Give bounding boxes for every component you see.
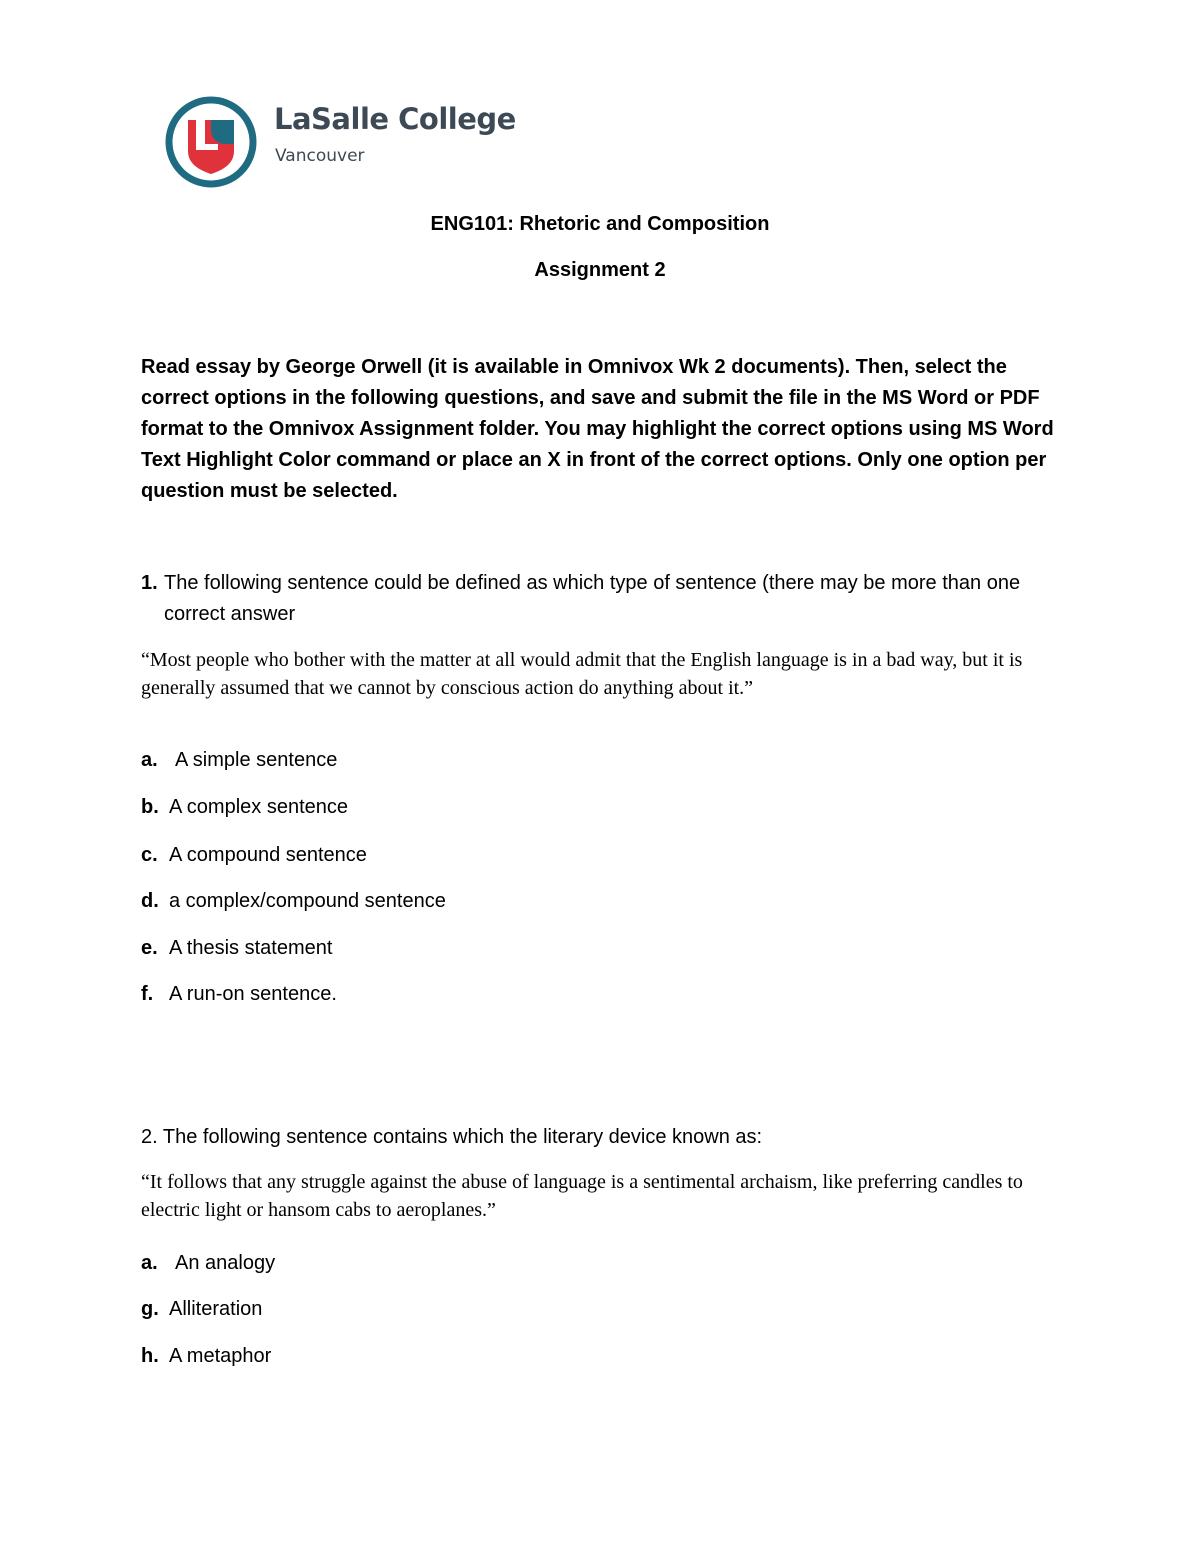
assignment-title: Assignment 2	[534, 259, 666, 281]
option-letter: b.	[141, 796, 159, 818]
option-text: A thesis statement	[169, 937, 333, 959]
college-logo	[163, 94, 516, 190]
option-text: A compound sentence	[169, 844, 367, 866]
question-1-option-d[interactable]	[141, 890, 446, 913]
option-letter: a.	[141, 749, 158, 771]
question-1-option-a[interactable]	[141, 749, 337, 772]
question-1-text: The following sentence could be defined as which type of sentence (there may be more than one correct answer	[164, 572, 1021, 625]
option-letter: d.	[141, 890, 159, 912]
option-text: A simple sentence	[175, 749, 338, 771]
question-1-option-f[interactable]	[141, 983, 337, 1006]
option-text: Alliteration	[169, 1298, 263, 1320]
option-letter: h.	[141, 1345, 159, 1367]
question-2-option-g[interactable]	[141, 1298, 262, 1321]
course-title: ENG101: Rhetoric and Composition	[430, 213, 770, 235]
option-letter: a.	[141, 1252, 158, 1274]
question-2-prompt: 2. The following sentence contains which the literary device known as:	[141, 1126, 763, 1148]
question-1-option-b[interactable]	[141, 796, 348, 819]
question-2-option-a[interactable]	[141, 1252, 275, 1275]
question-2-quote: “It follows that any struggle against the abuse of language is a sentimental archaism, like preferring candles to electric light or hansom cabs to aeroplanes.”	[141, 1171, 1023, 1221]
option-text: An analogy	[175, 1252, 276, 1274]
question-1-option-c[interactable]	[141, 844, 367, 867]
option-text: a complex/compound sentence	[169, 890, 446, 912]
option-text: A complex sentence	[169, 796, 348, 818]
question-1-number: 1.	[141, 572, 158, 594]
college-name: LaSalle College	[274, 102, 516, 136]
lasalle-shield-icon	[163, 94, 259, 190]
option-text: A metaphor	[169, 1345, 272, 1367]
instructions-paragraph: Read essay by George Orwell (it is available in Omnivox Wk 2 documents). Then, select the correct options in the following questions, and save and submit the file in the MS Word or PDF format to the Omnivox Assignment folder. You may highlight the correct options using MS Word Text Highlight Color command or place an X in front of the correct options. Only one option per question must be selected.	[141, 356, 1054, 502]
question-1-quote: “Most people who bother with the matter at all would admit that the English language is in a bad way, but it is generally assumed that we cannot by conscious action do anything about it.”	[141, 649, 1023, 699]
campus-name: Vancouver	[275, 146, 365, 166]
option-letter: c.	[141, 844, 158, 866]
question-1-prompt	[141, 568, 1066, 630]
option-letter: g.	[141, 1298, 159, 1320]
option-letter: e.	[141, 937, 158, 959]
option-text: A run-on sentence.	[169, 983, 337, 1005]
question-1-option-e[interactable]	[141, 937, 332, 960]
option-letter: f.	[141, 983, 154, 1005]
question-2-option-h[interactable]	[141, 1345, 271, 1368]
